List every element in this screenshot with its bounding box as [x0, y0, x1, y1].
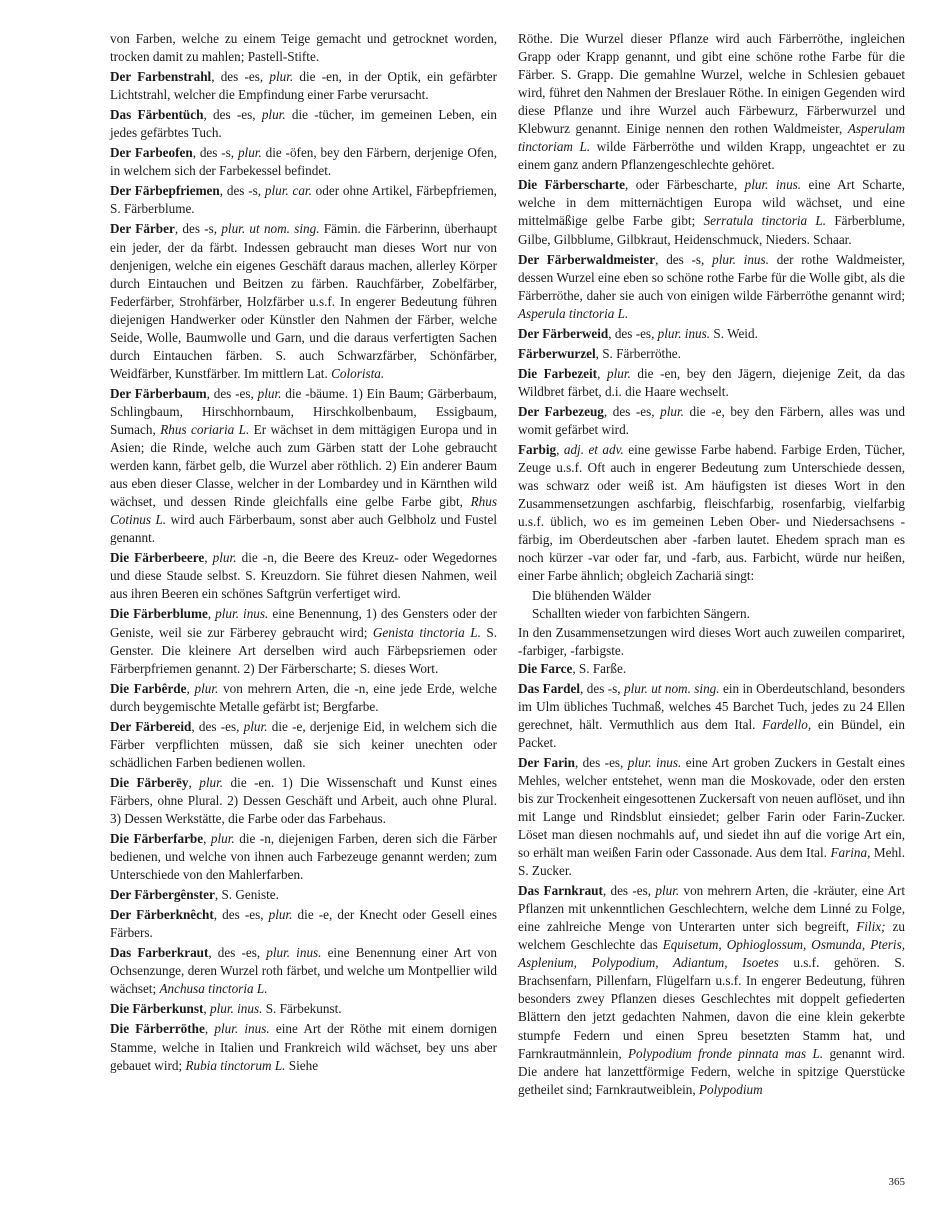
dictionary-entry [518, 660, 905, 678]
dictionary-entry [110, 385, 497, 547]
entry-text: , des -es, [206, 385, 258, 401]
entry-latin-text: plur. [212, 550, 237, 566]
entry-text: die -e, bey den Färbern, alles was und womit gefärbet wird. [518, 403, 905, 437]
right-column [518, 30, 905, 1101]
entry-text: , [188, 774, 200, 790]
entry-text: der rothe Waldmeister, dessen Wurzel eine eben so schöne rothe Farbe für die Wolle gibt, als die Färberröthe, daher sie auch von einigen wilde Färberröthe genannt wird; [518, 251, 905, 303]
entry-text: Siehe [285, 1057, 319, 1073]
entry-text: , des -es, [574, 754, 628, 770]
left-column [110, 30, 497, 1077]
entry-headword: Der Färberknêcht [110, 907, 214, 923]
entry-text: von mehrern Arten, die -n, eine jede Erde, welche durch beygemischte Metalle gefärbt ist; Bergfarbe. [110, 680, 498, 714]
entry-latin-text: Polypodium [698, 1081, 763, 1097]
entry-text: die -e, der Knecht oder Gesell eines Färbers. [110, 907, 497, 941]
entry-latin-text: plur. [257, 385, 282, 401]
entry-text: die -e, derjenige Eid, in welchem sich die Färber verpflichten müssen, daß sie sich keiner unechten oder schädlichen Farben bedienen wollen. [110, 718, 497, 770]
entry-text: , [207, 606, 216, 622]
entry-text: , S. Färberröthe. [595, 345, 681, 361]
entry-latin-text: plur. inus. [744, 177, 802, 193]
entry-latin-text: plur. inus. [210, 1001, 263, 1017]
entry-headword: Färberwurzel [518, 345, 596, 361]
entry-text: die -tücher, im gemeinen Leben, ein jedes gefärbtes Tuch. [110, 107, 497, 141]
dictionary-entry [110, 1020, 497, 1074]
dictionary-entry [110, 830, 497, 884]
entry-latin-text: Polypodium fronde pinnata mas L. [627, 1045, 824, 1061]
entry-text: Färberblume, Gilbe, Gilbblume, Gilbkraut, Heidenschmuck, Nieders. Schaar. [518, 213, 905, 247]
entry-text: eine Benennung, 1) des Gensters oder der Geniste, weil sie zur Färberey gebraucht wird; [110, 606, 497, 640]
entry-latin-text: plur. inus. [712, 251, 769, 267]
entry-headword: Das Farberkraut [110, 945, 209, 961]
dictionary-entry [518, 680, 905, 752]
entry-text: , des -es, [191, 718, 244, 734]
entry-headword: Die Färberscharte [518, 177, 625, 193]
entry-text: , [203, 831, 211, 847]
entry-latin-text: Genista tinctoria L. [372, 624, 481, 640]
dictionary-entry [110, 68, 497, 104]
entry-text: , [186, 680, 195, 696]
entry-text: wilde Färberröthe und wilden Krapp, ungeachtet er zu einem ganz andern Pflanzengeschlechte gehöret. [518, 139, 906, 173]
entry-text: Röthe. Die Wurzel dieser Pflanze wird auch Färberröthe, ingleichen Grapp oder Krapp genannt, und gibt eine schöne rothe Farbe für die Färber. S. Grapp. Die gemahlne Wurzel, welche in Schlesien gebauet wird, führet den Nahmen der Breslauer Röthe. In einigen Gegenden wird diese Pflanze und ihre Wurzel auch Färbewurz, Färberwurzel und Klebwurz genannt. Einige nennen den rothen Waldmeister, [518, 31, 905, 137]
entry-text: Fämin. die Färberinn, überhaupt ein jeder, der da färbt. Indessen gebraucht man dieses Wort nur von denjenigen, welche ein eigenes Geschäft daraus machen, allerley Körper durch Eintauchen und Beitzen zu färben. Rauchfärber, Zobelfärber, Federfärber, Strohfärber, Holzfärber u.s.f. In engerer Bedeutung führen diejenigen Handwerker oder Künstler den Nahmen der Färber, welche Seide, Wolle, Baumwolle und Garn, und die daraus verfertigten Sachen durch Eintauchen färben. S. auch Schwarzfärber, Schönfärber, Weidfärber, Kunstfärber. Im mittlern Lat. [110, 221, 497, 381]
dictionary-entry [518, 176, 905, 248]
page-number: 365 [888, 1176, 905, 1188]
entry-text: S. Genster. Die kleinere Art derselben wird auch Färbepsriemen oder Färberpfriemen genannt. 2) Der Färberscharte; S. dieses Wort. [110, 624, 498, 676]
entry-latin-text: plur. ut nom. sing. [623, 680, 720, 696]
entry-text: die -en, bey den Jägern, diejenige Zeit, da das Wildbret färbet, d.i. die Haare wechselt. [518, 365, 905, 399]
entry-text: eine gewisse Farbe habend. Farbige Erden, Tücher, Zeuge u.s.f. Oft auch in engerer Bedeutung zum Unterschiede dessen, was schwarz oder weiß ist. Am häufigsten ist dieses Wort in den Zusammensetzungen aschfarbig, fleischfarbig, rosenfarbig, vielfarbig u.s.f. üblich, wo es im gemeinen Leben Ober- und Niedersachsens -färbig, im Oberdeutschen aber -farben lautet. Ehedem sprach man es noch kürzer -var oder far, und -farb, aus. Farbicht, würde nur heißen, einer Farbe ähnlich; obgleich Zachariä singt: [518, 442, 906, 584]
entry-text: , des -s, [580, 680, 624, 696]
entry-text: ein Bündel, ein Packet. [518, 716, 905, 750]
entry-latin-text: plur. [268, 907, 293, 923]
entry-text: , des -es, [211, 69, 270, 85]
dictionary-entry [110, 1000, 497, 1018]
dictionary-entry [110, 718, 497, 772]
entry-text: von mehrern Arten, die -kräuter, eine Art Pflanzen mit unkenntlichen Geschlechtern, welche dem Linné zu Folge, eine zahlreiche Menge von Unterarten unter sich begreift, [518, 883, 905, 935]
entry-latin-text: Equisetum, Ophioglossum, Osmunda, Pteris, Asplenium, Polypodium, Adiantum, Isoetes [518, 937, 905, 971]
entry-latin-text: adj. et adv. [563, 442, 624, 458]
entry-text: eine Art Scharte, welche in dem mitternächtigen Europa wild wächset, und eine mittelmäßige gelbe Farbe gibt; [518, 177, 905, 229]
entry-text: die -en, in der Optik, ein gefärbter Lichtstrahl, welcher die Empfindung einer Farbe verursacht. [110, 69, 497, 103]
entry-headword: Das Färbentüch [110, 107, 204, 123]
entry-text: , des -es, [603, 403, 661, 419]
entry-headword: Der Farbezeug [518, 403, 604, 419]
entry-headword: Die Färberēy [110, 774, 189, 790]
entry-latin-text: plur. [210, 831, 235, 847]
entry-text: die -n, die Beere des Kreuz- oder Wegedornes und diese Staude selbst. S. Kreuzdorn. Sie führet diesen Nahmen, weil aus ihren Beeren ein schönes Saftgrün verfertiget wird. [110, 550, 498, 602]
entry-headword: Der Farbeofen [110, 145, 193, 161]
dictionary-entry [518, 403, 905, 439]
entry-text: , S. Geniste. [214, 887, 279, 903]
dictionary-entry [110, 906, 497, 942]
entry-headword: Die Färberröthe [110, 1021, 205, 1037]
entry-text: u.s.f. gehören. S. Brachsenfarn, Pillenfarn, Flügelfarn u.s.f. In engerer Bedeutung, führen besonders zwey Pflanzen dieses Geschlechtes mit doppelt gefiederten Blättern den jetzt gedachten Nahmen, davon die eine klein gekerbte stumpfe Federn und einen Spreu besetzten Stamm hat, und Farnkrautmännlein, [518, 955, 905, 1061]
entry-headword: Die Farbezeit [518, 365, 598, 381]
entry-headword: Die Färberblume [110, 606, 208, 622]
paragraph-text: In den Zusammensetzungen wird dieses Wort auch zuweilen compariret, -farbiger, -farbigste. [518, 624, 905, 658]
entry-latin-text: Farina, [830, 845, 871, 861]
dictionary-entry [110, 944, 497, 998]
entry-latin-text: plur. [261, 107, 286, 123]
entry-text: die -en. 1) Die Wissenschaft und Kunst eines Färbers, ohne Plural. 2) Dessen Geschäft und Arbeit, auch ohne Plural. 3) Dessen Werkstätte, die Farbe oder das Farbehaus. [110, 774, 498, 826]
entry-latin-text: Anchusa tinctoria L. [159, 981, 268, 997]
dictionary-entry [110, 680, 497, 716]
entry-latin-text: plur. [269, 69, 294, 85]
entry-headword: Farbig [518, 442, 557, 458]
entry-headword: Die Farbêrde [110, 680, 187, 696]
entry-text: , des -es, [203, 107, 262, 123]
entry-text: , S. Farße. [572, 660, 627, 676]
entry-headword: Der Färberwaldmeister [518, 251, 656, 267]
entry-text: , des -s, [192, 145, 238, 161]
entry-text: , des -s, [655, 251, 713, 267]
dictionary-entry [518, 365, 905, 401]
entry-headword: Der Färbereid [110, 718, 192, 734]
dictionary-entry [518, 441, 905, 585]
entry-text: , des -es, [213, 907, 269, 923]
entry-text: zu welchem Geschlechte das [518, 919, 906, 953]
entry-headword: Die Färberbeere [110, 550, 205, 566]
entry-headword: Der Farin [518, 754, 575, 770]
entry-latin-text: plur. [237, 145, 262, 161]
dictionary-entry [110, 774, 497, 828]
entry-headword: Der Farbenstrahl [110, 69, 212, 85]
dictionary-entry [518, 325, 905, 343]
entry-latin-text: Rubia tinctorum L. [185, 1057, 286, 1073]
dictionary-entry [518, 754, 905, 880]
entry-latin-text: plur. inus. [266, 945, 322, 961]
entry-text: , des -s, [174, 221, 222, 237]
entry-text: Mehl. S. Zucker. [518, 845, 905, 879]
entry-text: , [203, 1001, 211, 1017]
entry-text: S. Weid. [710, 325, 758, 341]
entry-headword: Das Fardel [518, 680, 581, 696]
entry-text: , [204, 1021, 215, 1037]
entry-text: die -bäume. 1) Ein Baum; Gärberbaum, Schlingbaum, Hirschhornbaum, Hirschkolbenbaum, Essigbaum, Sumach, [110, 385, 497, 437]
dictionary-entry [110, 30, 497, 66]
entry-text: Er wächset in dem mittägigen Europa und in Asien; die Rinde, welche auch zum Gärben statt der Lohe gebraucht werden kann, färbet gelb, die Wurzel aber röthlich. 2) Ein anderer Baum aus eben dieser Classe, welcher in der Lombardey und in Kärnthen wild wächset, und dessen Rinde gleichfalls eine gelbe Farbe gibt, [110, 421, 497, 510]
entry-latin-text: Rhus coriaria L. [160, 421, 250, 437]
entry-text: , des -s, [219, 183, 265, 199]
entry-headword: Der Färbergênster [110, 887, 215, 903]
entry-headword: Der Färbepfriemen [110, 183, 220, 199]
entry-text: , [597, 365, 607, 381]
entry-text: die -n, diejenigen Farben, deren sich die Färber bedienen, und welche von ihnen auch Farbezeuge genannt werden; zum Unterschiede von den Mahlerfarben. [110, 831, 497, 883]
entry-headword: Das Farnkraut [518, 883, 603, 899]
dictionary-entry [518, 251, 905, 323]
entry-text: , [204, 550, 213, 566]
entry-headword: Der Färberbaum [110, 385, 207, 401]
entry-text: die -öfen, bey den Färbern, derjenige Ofen, in welchem sich der Farbekessel befindet. [110, 145, 498, 179]
dictionary-entry [518, 345, 905, 363]
entry-latin-text: plur. inus. [215, 606, 269, 622]
entry-latin-text: Fardello, [762, 716, 812, 732]
entry-headword: Der Färber [110, 221, 175, 237]
entry-headword: Die Farce [518, 660, 573, 676]
entry-text: eine Art groben Zuckers in Gestalt eines Mehles, welcher entstehet, wenn man die Moskovade, oder den ersten bis zur Trockenheit eingesottenen Zuckersaft von neuen auflöset, und ihn mit Lange und Rindsblut einsiedet; gelber Farin oder Farin-Zucker. Löset man diesen nochmahls auf, und siedet ihn auf die vorige Art ein, so erhält man weißen Farin oder Cassonade. Aus dem Ital. [518, 754, 905, 861]
entry-latin-text: plur. [199, 774, 224, 790]
entry-headword: Die Färberfarbe [110, 831, 204, 847]
entry-latin-text: plur. ut nom. sing. [221, 221, 320, 237]
dictionary-entry [110, 182, 497, 218]
entry-text: , des -es, [208, 945, 267, 961]
entry-text: genannt wird. Die andere hat lanzettförmige Federn, welche in spitzige Querstücke getheilet sind; Farnkrautweiblein, [518, 1045, 905, 1097]
entry-latin-text: Asperulam tinctoriam L. [518, 121, 905, 155]
entry-latin-text: plur. [660, 403, 684, 419]
dictionary-entry [110, 886, 497, 904]
entry-text: , [556, 442, 564, 458]
entry-latin-text: plur. inus. [627, 754, 682, 770]
entry-latin-text: plur. [655, 883, 680, 899]
entry-headword: Der Färberweid [518, 325, 609, 341]
entry-headword: Die Färberkunst [110, 1001, 204, 1017]
dictionary-entry [110, 106, 497, 142]
entry-text: , des -es, [608, 325, 658, 341]
entry-text: , des -es, [602, 883, 656, 899]
entry-latin-text: plur. [243, 718, 268, 734]
entry-text: ein in Oberdeutschland, besonders im Ulm übliches Tuchmaß, welches 45 Barchet Tuch, jedes zu 24 Ellen gerechnet, hält. Vermuthlich aus dem Ital. [518, 680, 905, 732]
dictionary-entry [110, 549, 497, 603]
entry-latin-text: Rhus Cotinus L. [110, 494, 497, 528]
dictionary-entry [110, 144, 497, 180]
dictionary-entry [110, 605, 497, 677]
entry-latin-text: Colorista. [331, 365, 385, 381]
entry-latin-text: Asperula tinctoria L. [518, 305, 629, 321]
entry-latin-text: Serratula tinctoria L. [703, 213, 827, 229]
verse-line: Schallten wieder von farbichten Sängern. [532, 606, 750, 622]
dictionary-entry [518, 30, 905, 174]
dictionary-entry [518, 882, 905, 1099]
entry-text: S. Färbekunst. [262, 1001, 342, 1017]
entry-latin-text: plur. car. [264, 183, 312, 199]
entry-text: von Farben, welche zu einem Teige gemacht und getrocknet worden, trocken damit zu mahlen; Pastell-Stifte. [110, 31, 497, 65]
verse-line: Die blühenden Wälder [532, 588, 652, 604]
entry-text: eine Art der Röthe mit einem dornigen Stamme, welche in Italien und Frankreich wild wächset, bey uns aber gebauet wird; [110, 1021, 497, 1073]
entry-text: wird auch Färberbaum, sonst aber auch Gelbholz und Fustel genannt. [110, 512, 497, 546]
entry-text: oder ohne Artikel, Färbepfriemen, S. Färberblume. [110, 183, 497, 217]
entry-latin-text: Filix; [856, 919, 886, 935]
entry-latin-text: plur. inus. [657, 325, 711, 341]
entry-latin-text: plur. [606, 365, 631, 381]
entry-latin-text: plur. inus. [214, 1021, 270, 1037]
entry-text: , oder Färbescharte, [625, 177, 745, 193]
entry-latin-text: plur. [194, 680, 219, 696]
entry-text: eine Benennung einer Art von Ochsenzunge, deren Wurzel roth färbet, und welche um Montpellier wild wächset; [110, 945, 497, 997]
dictionary-entry [110, 220, 497, 382]
